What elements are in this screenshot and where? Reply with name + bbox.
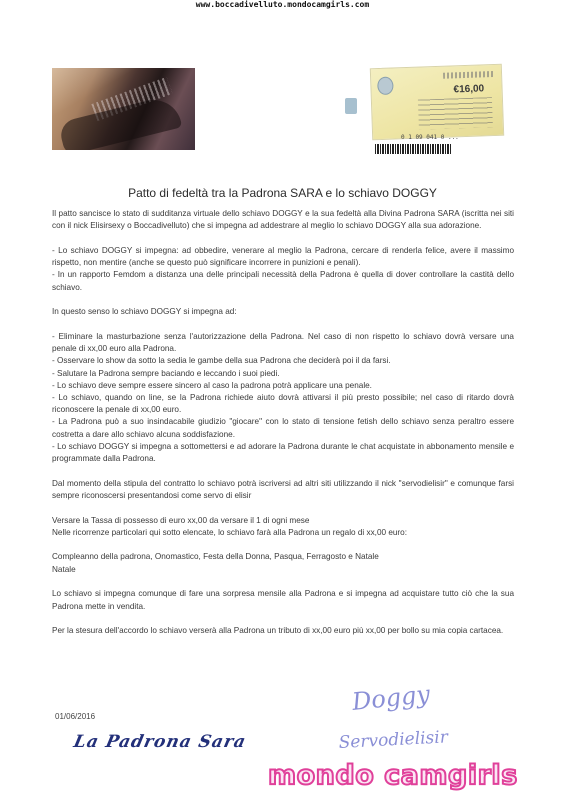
watermark-url: www.boccadivelluto.mondocamgirls.com (195, 0, 370, 9)
photo-thumbnail (52, 68, 195, 150)
barcode-text: 0 1 09 041 0 ... (401, 134, 459, 141)
paragraph-tribute: Per la stesura dell'accordo lo schiavo verserà alla Padrona un tributo di xx,00 euro più xx,00 per bollo su mia copia cartacea. (52, 626, 504, 636)
revenue-stamp (357, 62, 509, 154)
signature-doggy-name: Doggy (350, 680, 432, 716)
paragraph-occasions: Compleanno della padrona, Onomastico, Festa della Donna, Pasqua, Ferragosto e Natale Natale (52, 552, 379, 574)
stamp-amount: €16,00 (453, 83, 485, 96)
emblem-icon (377, 77, 394, 96)
paragraph-contract: Dal momento della stipula del contratto lo schiavo potrà iscriversi ad altri siti utilizzando il nick "servodielisir" e comunque farsi sempre riconoscersi presentandosi come servo di elisir (52, 478, 514, 500)
signature-doggy (335, 680, 475, 760)
paragraph-tax: Versare la Tassa di possesso di euro xx,00 da versare il 1 di ogni mese Nelle ricorrenze particolari qui sotto elencate, lo schiavo farà alla Padrona un regalo di xx,00 euro: (52, 515, 407, 537)
document-body (52, 208, 514, 650)
paragraph-commitments: - Lo schiavo DOGGY si impegna: ad obbedire, venerare al meglio la Padrona, cercare di renderla felice, avere il massimo rispetto, non mentire (anche se questo può significare incorrere in punizioni e penali). - In un rapporto Femdom a distanza una delle principali necessità della Padrona è quella di dover controllare la castità dello schiavo. (52, 245, 514, 292)
brand-logo: mondo camgirls (268, 760, 518, 791)
signature-padrona: La Padrona Sara (71, 732, 249, 752)
paragraph-surprise: Lo schiavo si impegna comunque di fare una sorpresa mensile alla Padrona e si impegna ad acquistare tutto ciò che la sua Padrona mette in vendita. (52, 589, 514, 611)
paragraph-lead: In questo senso lo schiavo DOGGY si impegna ad: (52, 307, 237, 317)
document-title: Patto di fedeltà tra la Padrona SARA e lo schiavo DOGGY (128, 186, 437, 200)
document-date: 01/06/2016 (55, 712, 96, 721)
barcode (375, 144, 451, 154)
paragraph-intro: Il patto sancisce lo stato di sudditanza virtuale dello schiavo DOGGY e la sua fedeltà alla Divina Padrona SARA (iscritta nei siti con il nick Elisirsexy o Boccadivelluto) che si impegna ad addestrare al meglio lo schiavo DOGGY alla sua adorazione. (52, 209, 514, 231)
paragraph-rules: - Eliminare la masturbazione senza l'autorizzazione della Padrona. Nel caso di non rispetto lo schiavo dovrà versare una penale di xx,00 euro alla Padrona. - Osservare lo show da sotto la sedia le gambe della sua Padrona che deciderà poi il da farsi. - Salutare la Padrona sempre baciando e leccando i suoi piedi. - Lo schiavo deve sempre essere sincero al caso la padrona potrà applicare una penale. - Lo schiavo, quando on line, se la Padrona richiede aiuto dovrà attivarsi il più presto possibile; nel caso di ritardo dovrà riconoscere la penale di xx,00 euro. - La Padrona può a suo insindacabile giudizio "giocare" con lo stato di tensione fetish dello schiavo senza peraltro essere costretta a dare allo schiavo alcuna soddisfazione. - Lo schiavo DOGGY si impegna a sottomettersi e ad adorare la Padrona durante le chat acquistate in abbonamento mensile e programmate dalla Padrona. (52, 331, 514, 463)
signature-doggy-alias: Servodielisir (338, 727, 449, 753)
